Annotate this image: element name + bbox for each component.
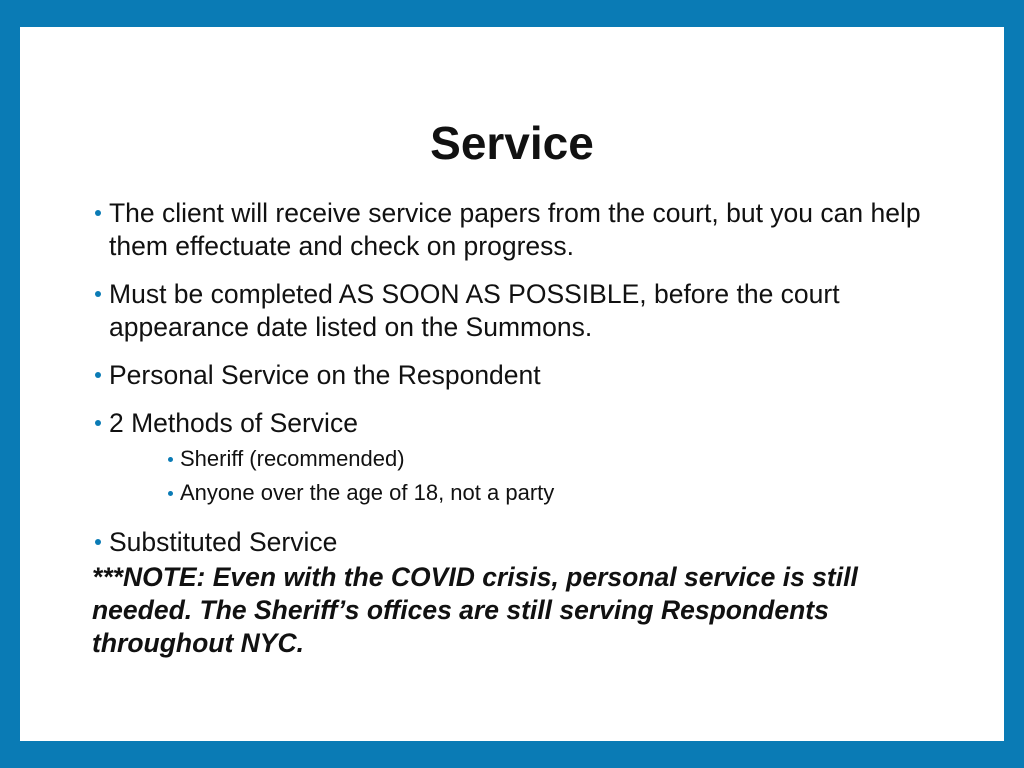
- sub-bullet-text: Sheriff (recommended): [180, 446, 405, 471]
- covid-note: ***NOTE: Even with the COVID crisis, personal service is still needed. The Sheriff’s offices are still serving Respondents throughout NYC.: [92, 562, 858, 658]
- bullet-dot-icon: [95, 291, 101, 297]
- bullet-item: [92, 278, 952, 344]
- bullet-dot-icon: [95, 372, 101, 378]
- sub-bullet-dot-icon: [168, 457, 173, 462]
- sub-bullet-list: [92, 442, 952, 510]
- sub-bullet-text: Anyone over the age of 18, not a party: [180, 480, 555, 505]
- bullet-dot-icon: [95, 539, 101, 545]
- bullet-text: 2 Methods of Service: [109, 408, 358, 438]
- slide-title: Service: [430, 117, 594, 169]
- bullet-item: [92, 407, 952, 440]
- bullet-dot-icon: [95, 210, 101, 216]
- sub-bullet-item: [167, 442, 952, 476]
- slide: [20, 27, 1004, 741]
- sub-bullet-item: [167, 476, 952, 510]
- sub-bullet-dot-icon: [168, 491, 173, 496]
- bullet-text: Substituted Service: [109, 527, 338, 557]
- bullet-text: Must be completed AS SOON AS POSSIBLE, before the court appearance date listed on the Summons.: [109, 279, 840, 342]
- bullet-item: [92, 526, 952, 559]
- bullet-item: [92, 359, 952, 392]
- bullet-text: The client will receive service papers from the court, but you can help them effectuate and check on progress.: [109, 198, 921, 261]
- bullet-item: [92, 197, 952, 263]
- bullet-dot-icon: [95, 420, 101, 426]
- bullet-text: Personal Service on the Respondent: [109, 360, 541, 390]
- slide-body: [92, 197, 952, 660]
